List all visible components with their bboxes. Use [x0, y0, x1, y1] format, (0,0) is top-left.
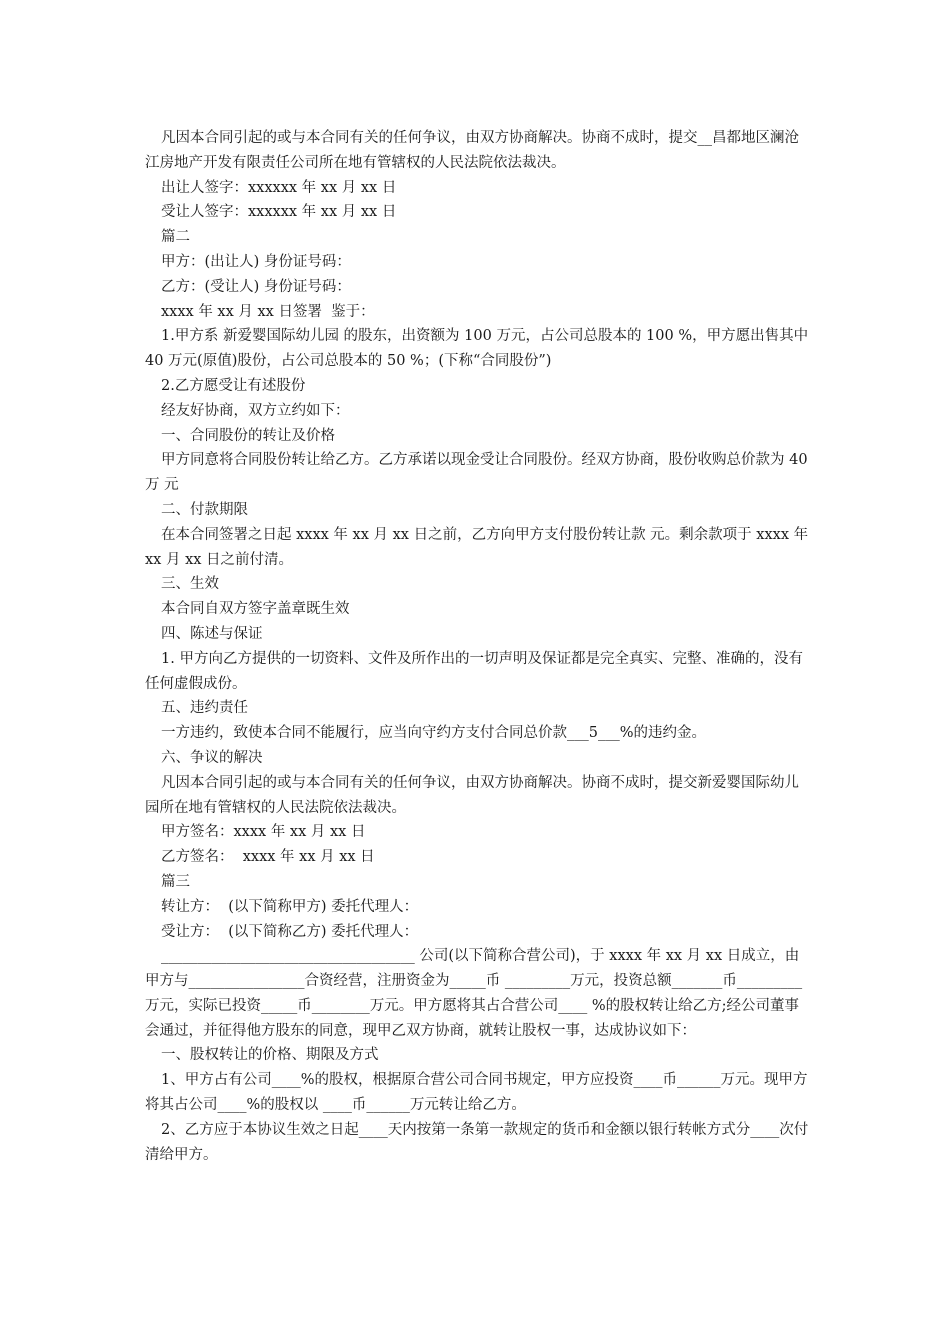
heading-payment-term: 二、付款期限 [161, 501, 248, 518]
paragraph-breach-liability: 一方违约，致使本合同不能履行，应当向守约方支付合同总价款___5___%的违约金。 [161, 725, 707, 742]
paragraph-equity-share-clause: 1、甲方占有公司____%的股权，根据原合营公司合同书规定，甲方应投资____币______万元。现甲方将其占公司____%的股权以 ____币______万元转让给乙方。 [145, 1072, 808, 1114]
heading-representations: 四、陈述与保证 [161, 625, 263, 642]
paragraph-party-b: 乙方：(受让人) 身份证号码： [161, 278, 351, 295]
section-title-part-two: 篇二 [161, 229, 190, 246]
paragraph-recital-2: 2.乙方愿受让有述股份 [161, 377, 306, 394]
paragraph-transfer-and-price: 甲方同意将合同股份转让给乙方。乙方承诺以现金受让合同股份。经双方协商，股份收购总价款为 40 万 元 [145, 452, 813, 494]
heading-dispute-resolution: 六、争议的解决 [161, 749, 263, 766]
heading-breach-liability: 五、违约责任 [161, 700, 248, 717]
document-body [145, 126, 813, 1167]
paragraph-joint-venture-info: ___________________________________ 公司(以下简称合营公司)，于 xxxx 年 xx 月 xx 日成立，由甲方与________________合资经营，注册资金为_____币 _________万元，投资总额_______币_________万元，实际已投资_____币________万元。甲方愿将其占合营公司____ %的股权转让给乙方;经公司董事会通过，并征得他方股东的同意，现甲乙双方协商，就转让股权一事，达成协议如下： [145, 948, 803, 1039]
paragraph-transferee-agent: 受让方： (以下简称乙方) 委托代理人： [161, 923, 419, 940]
paragraph-payment-term: 在本合同签署之日起 xxxx 年 xx 月 xx 日之前，乙方向甲方支付股份转让款 元。剩余款项于 xxxx 年 xx 月 xx 日之前付清。 [145, 526, 813, 568]
paragraph-payment-clause: 2、乙方应于本协议生效之日起____天内按第一条第一款规定的货币和金额以银行转帐方式分____次付清给甲方。 [145, 1121, 809, 1163]
paragraph-dispute-resolution-2: 凡因本合同引起的或与本合同有关的任何争议，由双方协商解决。协商不成时，提交新爱婴国际幼儿园所在地有管辖权的人民法院依法裁决。 [145, 774, 799, 816]
paragraph-recital-1: 1.甲方系 新爱婴国际幼儿园 的股东，出资额为 100 万元，占公司总股本的 100 %，甲方愿出售其中 40 万元(原值)股份，占公司总股本的 50 %；(下称“合同股份”) [145, 328, 813, 370]
paragraph-party-a-signature: 甲方签名：xxxx 年 xx 月 xx 日 [161, 824, 366, 841]
heading-effectiveness: 三、生效 [161, 576, 219, 593]
paragraph-transferee-signature: 受让人签字：xxxxxx 年 xx 月 xx 日 [161, 204, 397, 221]
paragraph-transferor-agent: 转让方： (以下简称甲方) 委托代理人： [161, 898, 419, 915]
paragraph-party-b-signature: 乙方签名： xxxx 年 xx 月 xx 日 [161, 849, 375, 866]
paragraph-dispute-resolution-1: 凡因本合同引起的或与本合同有关的任何争议，由双方协商解决。协商不成时，提交__昌都地区澜沧江房地产开发有限责任公司所在地有管辖权的人民法院依法裁决。 [145, 130, 799, 171]
paragraph-party-a: 甲方：(出让人) 身份证号码： [161, 253, 351, 270]
paragraph-agreement-intro: 经友好协商，双方立约如下： [161, 402, 350, 419]
heading-transfer-and-price: 一、合同股份的转让及价格 [161, 427, 335, 444]
section-title-part-three: 篇三 [161, 873, 190, 890]
heading-equity-transfer-terms: 一、股权转让的价格、期限及方式 [161, 1047, 379, 1064]
paragraph-effectiveness: 本合同自双方签字盖章既生效 [161, 601, 350, 618]
paragraph-representations: 1. 甲方向乙方提供的一切资料、文件及所作出的一切声明及保证都是完全真实、完整、准确的，没有任何虚假成份。 [145, 650, 803, 692]
paragraph-signing-date: xxxx 年 xx 月 xx 日签署 鉴于： [161, 303, 375, 320]
paragraph-transferor-signature: 出让人签字：xxxxxx 年 xx 月 xx 日 [161, 179, 397, 196]
